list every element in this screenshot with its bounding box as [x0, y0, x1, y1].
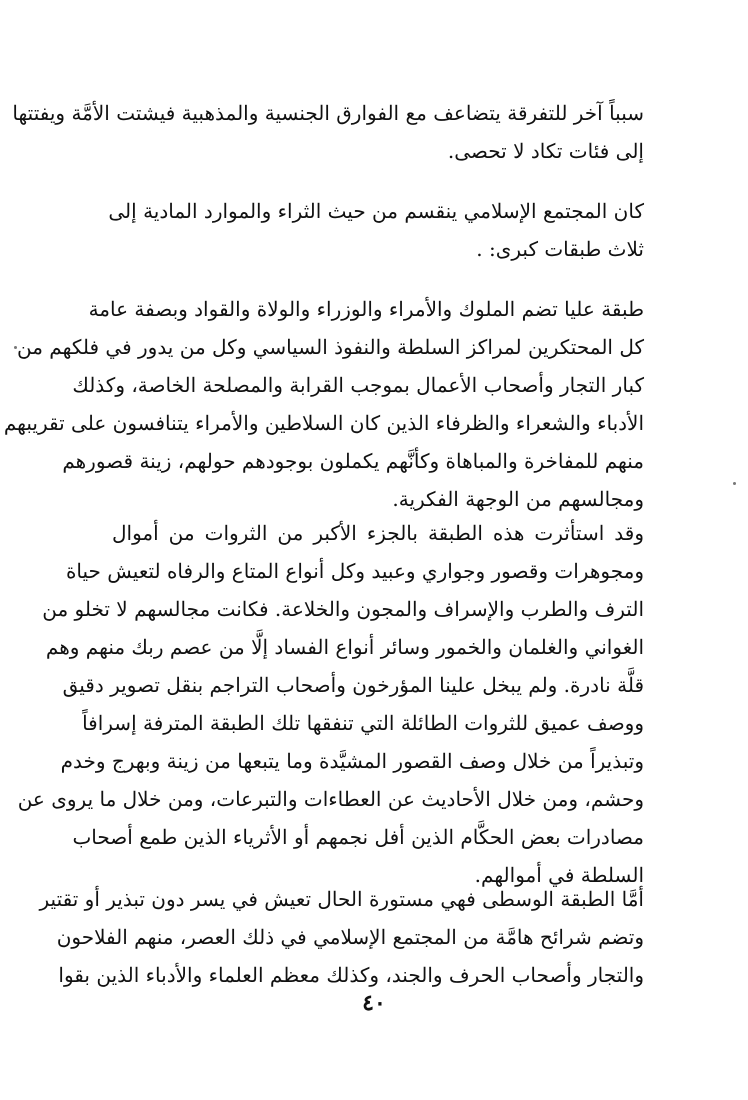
text-line: كان المجتمع الإسلامي ينقسم من حيث الثراء والموارد المادية إلى [108, 199, 644, 223]
text-line: الأدباء والشعراء والظرفاء الذين كان السلاطين والأمراء يتنافسون على تقريبهم [3, 411, 644, 435]
text-line: كبار التجار وأصحاب الأعمال بموجب القرابة والمصلحة الخاصة، وكذلك [72, 373, 644, 397]
text-line: مصادرات بعض الحكَّام الذين أفل نجمهم أو الأثرياء الذين طمع أصحاب [72, 825, 644, 849]
text-line: ومجوهرات وقصور وجواري وعبيد وكل أنواع المتاع والرفاه لتعيش حياة [65, 559, 644, 583]
text-line: أمَّا الطبقة الوسطى فهي مستورة الحال تعيش في يسر دون تبذير أو تقتير [39, 887, 644, 911]
text-line: السلطة في أموالهم. [474, 863, 644, 887]
text-line: ووصف عميق للثروات الطائلة التي تنفقها تلك الطبقة المترفة إسرافاً [82, 711, 644, 735]
text-line: وحشم، ومن خلال الأحاديث عن العطاءات والتبرعات، ومن خلال ما يروى عن [17, 787, 644, 811]
paragraph-2 [108, 192, 644, 268]
scan-speck [733, 482, 736, 485]
paragraph-5 [39, 880, 644, 994]
text-line: إلى فئات تكاد لا تحصى. [447, 139, 644, 163]
text-line: والتجار وأصحاب الحرف والجند، وكذلك معظم العلماء والأدباء الذين بقوا [58, 963, 644, 987]
text-line: قلَّة نادرة. ولم يبخل علينا المؤرخون وأصحاب التراجم بنقل تصوير دقيق [62, 673, 644, 697]
text-line: منهم للمفاخرة والمباهاة وكأنَّهم يكملون بوجودهم حولهم، زينة قصورهم [62, 449, 644, 473]
paragraph-4 [17, 514, 644, 894]
page-number: ٤٠ [362, 990, 386, 1016]
text-line: ثلاث طبقات كبرى: . [476, 237, 644, 261]
scan-speck [14, 346, 17, 349]
text-line: الغواني والغلمان والخمور وسائر أنواع الفساد إلَّا من عصم ربك منهم وهم [45, 635, 644, 659]
paragraph-1 [12, 94, 644, 170]
text-line: كل المحتكرين لمراكز السلطة والنفوذ السياسي وكل من يدور في فلكهم من [17, 335, 644, 359]
paragraph-3 [3, 290, 644, 518]
text-line: وتبذيراً من خلال وصف القصور المشيَّدة وما يتبعها من زينة وبهرج وخدم [60, 749, 644, 773]
text-line: وتضم شرائح هامَّة من المجتمع الإسلامي في ذلك العصر، منهم الفلاحون [56, 925, 644, 949]
text-line: وقد استأثرت هذه الطبقة بالجزء الأكبر من الثروات من أموال [112, 521, 644, 545]
text-line: الترف والطرب والإسراف والمجون والخلاعة. فكانت مجالسهم لا تخلو من [42, 597, 644, 621]
text-line: سبباً آخر للتفرقة يتضاعف مع الفوارق الجنسية والمذهبية فيشتت الأمَّة ويفتتها [12, 101, 644, 125]
text-line: ومجالسهم من الوجهة الفكرية. [392, 487, 644, 511]
text-line: طبقة عليا تضم الملوك والأمراء والوزراء والولاة والقواد وبصفة عامة [88, 297, 644, 321]
